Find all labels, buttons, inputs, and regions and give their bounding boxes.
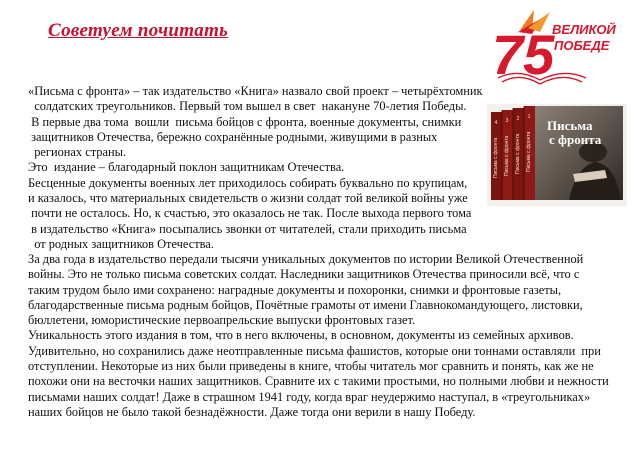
book-cover: [535, 106, 623, 200]
svg-text:3: 3: [505, 118, 509, 124]
svg-text:Письма с фронта: Письма с фронта: [504, 135, 510, 176]
text-line: «Письма с фронта» – так издательство «Книга» назвало свой проект – четырёхтомник: [28, 84, 483, 98]
svg-text:Письма с фронта: Письма с фронта: [526, 131, 532, 172]
logo-line-2: ПОБЕДЕ: [554, 38, 610, 53]
victory-75-logo: [490, 8, 620, 88]
text-line: почти не осталось. Но, к счастью, это оказалось не так. После выхода первого тома: [28, 206, 472, 221]
text-line: отступлении. Некоторые из них были приведены в книге, чтобы читатель мог сравнить и понять, как же не: [28, 359, 594, 374]
text-line: За два года в издательство передали тысячи уникальных документов по истории Великой Отечественной: [28, 252, 584, 266]
book-title-line-2: с фронта: [549, 132, 602, 147]
text-line: Удивительно, но сохранились даже неотправленные письма фашистов, которые они тоннами оставляли при: [28, 343, 601, 358]
text-line: в издательство «Книга» посыпались звонки от читателей, стали приходить письма: [28, 221, 467, 236]
svg-text:4: 4: [494, 120, 498, 126]
book-title-line-1: Письма: [547, 118, 593, 133]
article-body: [28, 252, 609, 420]
text-line: похожи они на весточки наших защитников. Сравните их с такими простыми, но полными любви и нежности: [28, 374, 609, 389]
svg-text:1: 1: [527, 114, 531, 120]
text-line: благодарственные письма родным бойцов, Почётные грамоты от имени Главнокомандующего, листовки,: [28, 297, 583, 312]
book-set-image: [487, 104, 627, 206]
text-line: войны. Это не только письма советских солдат. Наследники защитников Отечества приносили всё, что с: [28, 267, 580, 282]
svg-text:2: 2: [516, 116, 520, 122]
svg-text:Письма с фронта: Письма с фронта: [493, 137, 499, 178]
text-line: наших бойцов не было такой безнадёжности. Даже тогда они верили в нашу Победу.: [28, 404, 476, 419]
text-line: бюллетени, юмористические первоапрельские выпуски фронтовых газет.: [28, 313, 416, 328]
book-spines: [491, 106, 535, 200]
text-line: от родных защитников Отечества.: [28, 236, 214, 251]
text-line: В первые два тома вошли письма бойцов с фронта, военные документы, снимки: [28, 114, 462, 129]
svg-text:75: 75: [492, 23, 555, 86]
text-line: Бесценные документы военных лет приходилось собирать буквально по крупицам,: [28, 175, 468, 190]
text-line: Это издание – благодарный поклон защитникам Отечества.: [28, 160, 345, 175]
logo-line-1: ВЕЛИКОЙ: [552, 22, 616, 37]
text-line: защитников Отечества, бережно сохранённые родными, живущими в разных: [28, 129, 438, 144]
text-line: солдатских треугольников. Первый том вышел в свет накануне 70-летия Победы.: [28, 99, 467, 114]
page-title: Советуем почитать: [48, 20, 229, 41]
svg-text:Письма с фронта: Письма с фронта: [515, 133, 521, 174]
text-line: регионах страны.: [28, 145, 127, 160]
text-line: Уникальность этого издания в том, что в него включены, в основном, документы из семейных архивов.: [28, 328, 574, 343]
article-intro: [28, 84, 483, 252]
text-line: письмами наших солдат! Даже в страшном 1941 году, когда враг неудержимо наступал, в «треугольниках»: [28, 389, 591, 404]
text-line: и казалось, что материальных свидетельств о жизни солдат той великой войны уже: [28, 191, 468, 206]
text-line: таким трудом было ими сохранено: наградные документы и похоронки, снимки и фронтовые газеты,: [28, 282, 562, 297]
